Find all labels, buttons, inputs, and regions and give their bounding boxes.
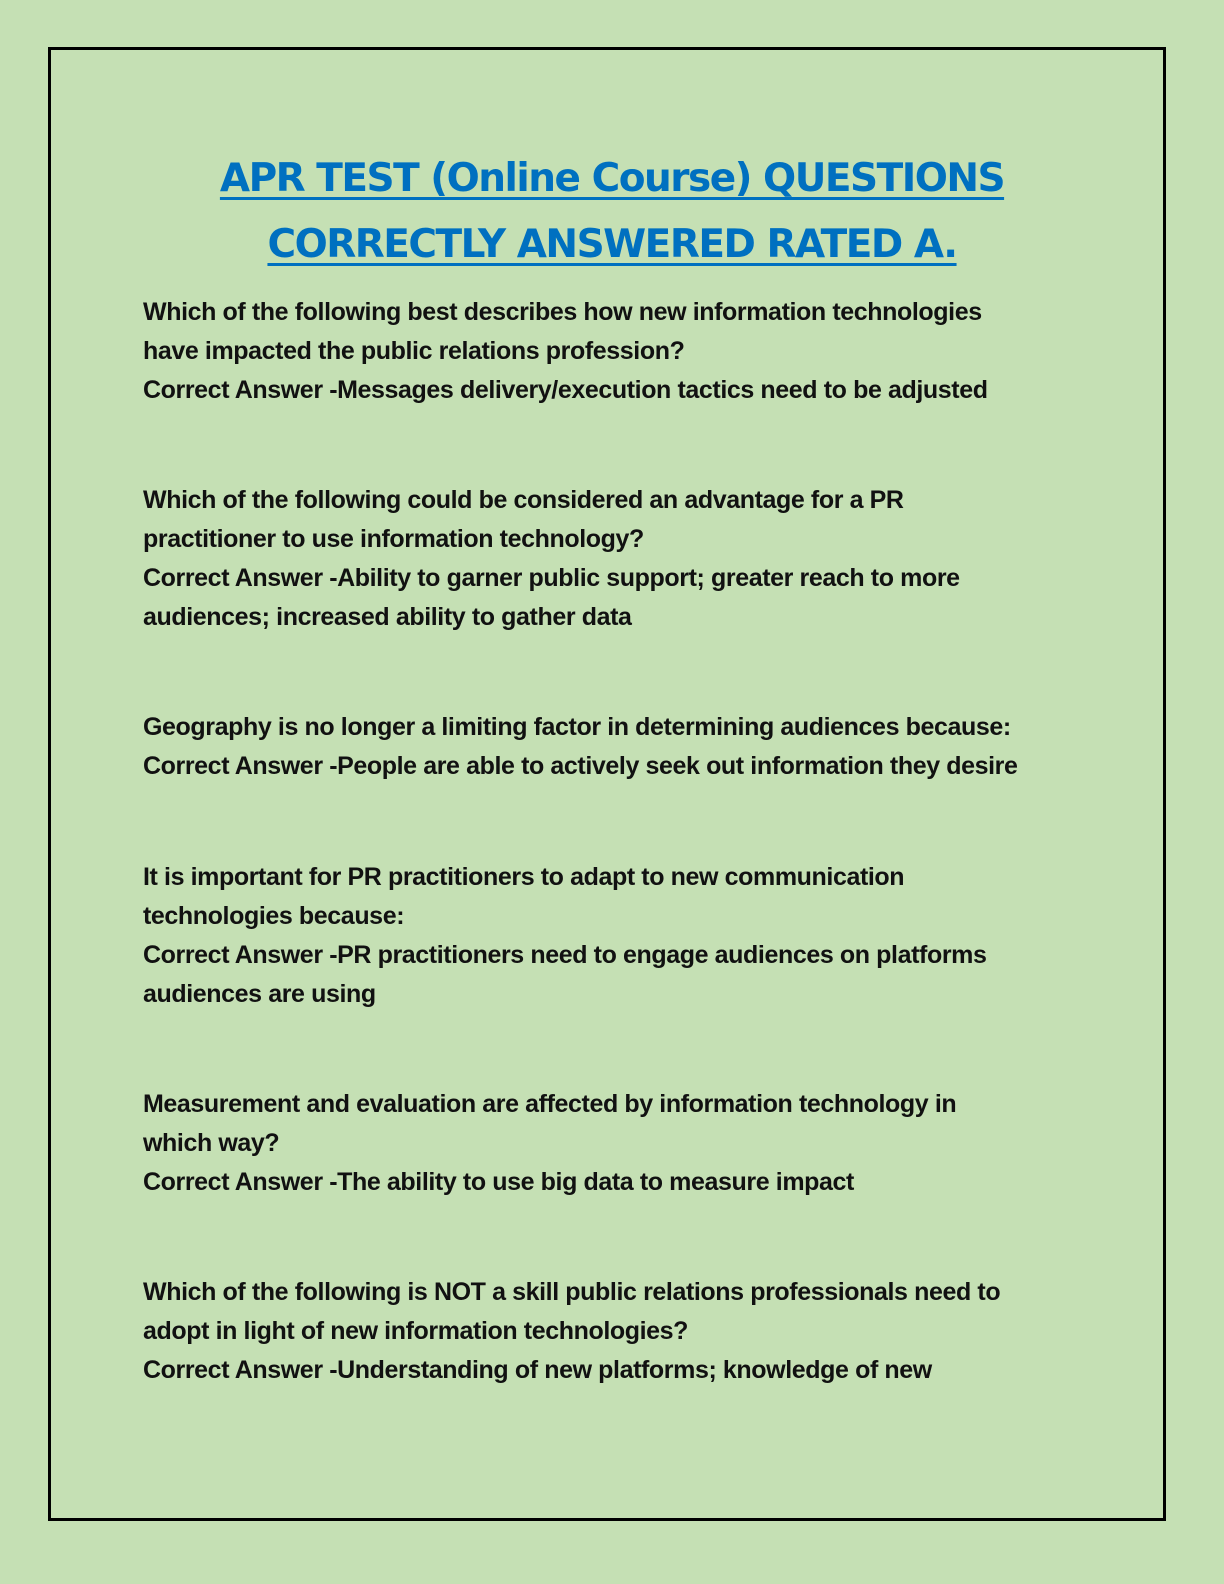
qa-item-1: [143, 293, 1033, 410]
question-text: Which of the following could be considered an advantage for a PR practitioner to use information technology?: [143, 486, 904, 553]
question-text: Measurement and evaluation are affected by information technology in which way?: [143, 1090, 957, 1157]
answer-text: Correct Answer -Messages delivery/execution tactics need to be adjusted: [143, 376, 988, 404]
answer-text: Correct Answer -Ability to garner public support; greater reach to more audiences; increased ability to gather data: [143, 564, 960, 631]
qa-item-3: [143, 708, 1103, 786]
question-text: It is important for PR practitioners to adapt to new communication technologies because:: [143, 863, 905, 930]
answer-text: Correct Answer -PR practitioners need to engage audiences on platforms audiences are using: [143, 941, 987, 1008]
question-text: Which of the following is NOT a skill public relations professionals need to adopt in light of new information technologies?: [143, 1278, 1001, 1345]
qa-item-6: [143, 1273, 1043, 1390]
answer-text: Correct Answer -People are able to actively seek out information they desire: [143, 752, 1018, 780]
qa-item-5: [143, 1085, 1023, 1202]
title-line-2: CORRECTLY ANSWERED RATED A.: [267, 222, 957, 267]
answer-text: Correct Answer -The ability to use big data to measure impact: [143, 1168, 854, 1196]
qa-item-4: [143, 858, 1003, 1014]
answer-text: Correct Answer -Understanding of new platforms; knowledge of new: [143, 1356, 932, 1384]
question-text: Which of the following best describes how new information technologies have impacted the public relations profession?: [143, 298, 982, 365]
qa-item-2: [143, 481, 1003, 637]
title-line-1: APR TEST (Online Course) QUESTIONS: [219, 156, 1005, 201]
document-title: [0, 146, 1224, 278]
question-text: Geography is no longer a limiting factor in determining audiences because:: [143, 713, 1011, 741]
